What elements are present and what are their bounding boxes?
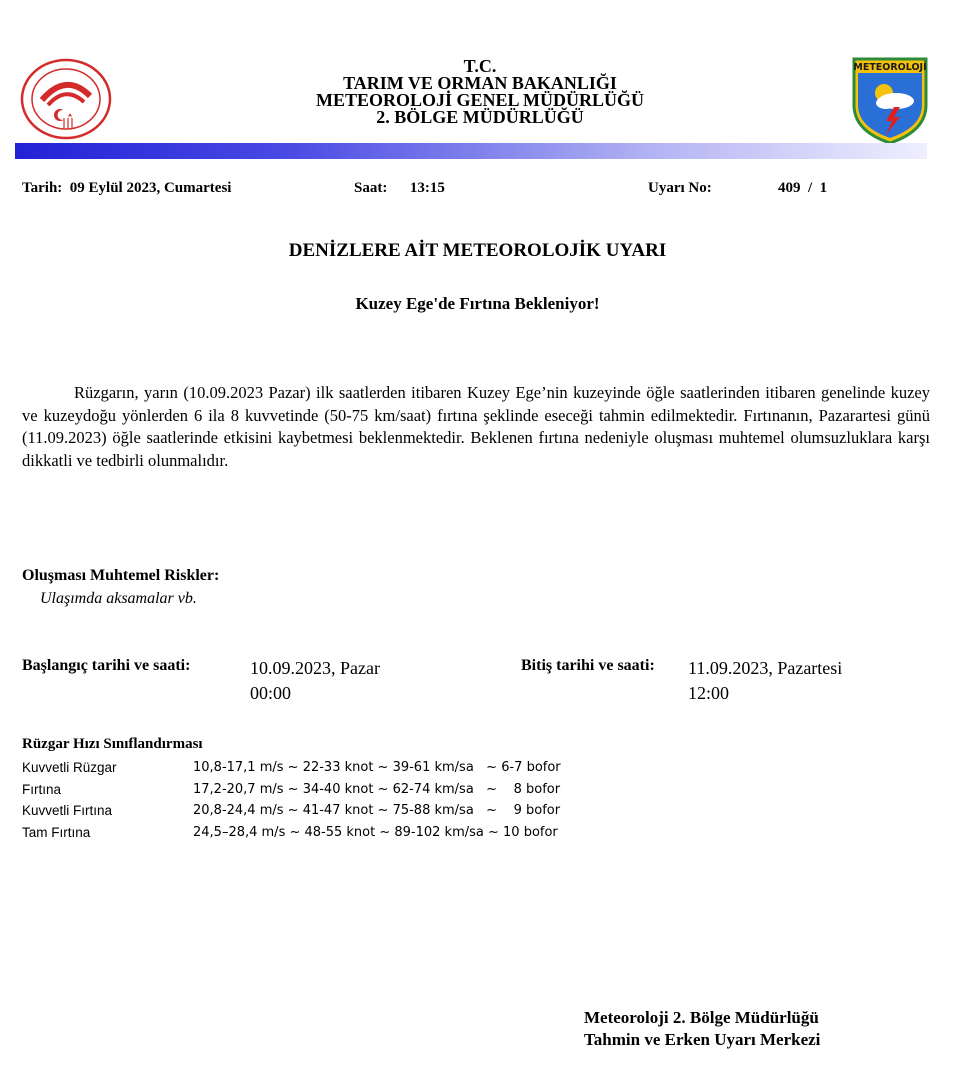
meteorology-shield-icon — [850, 55, 930, 145]
date-label: Tarih: — [22, 180, 63, 196]
end-label: Bitiş tarihi ve saati: — [521, 657, 655, 674]
wind-class-name: Kuvvetli Fırtına — [22, 803, 113, 819]
table-row — [22, 800, 561, 822]
end-value — [688, 656, 842, 706]
table-row — [22, 822, 561, 844]
wind-class-value: 10,8-17,1 m/s ~ 22-33 knot ~ 39-61 km/sa ~ 6-7 bofor — [193, 760, 561, 776]
start-date: 10.09.2023, Pazar — [250, 658, 380, 678]
ministry-seal-icon — [20, 58, 112, 140]
end-date: 11.09.2023, Pazartesi — [688, 658, 843, 678]
time-label: Saat: — [354, 180, 388, 196]
header-line-region: 2. BÖLGE MÜDÜRLÜĞÜ — [376, 107, 584, 127]
end-time: 12:00 — [688, 683, 730, 703]
header-divider-bar — [15, 143, 927, 159]
time-value: 13:15 — [409, 180, 445, 196]
wind-class-name: Kuvvetli Rüzgar — [22, 760, 117, 776]
wind-classification-table — [22, 757, 561, 843]
header-line-tc: T.C. — [463, 56, 497, 76]
document-header — [200, 58, 760, 126]
document-subtitle: Kuzey Ege'de Fırtına Bekleniyor! — [355, 294, 600, 313]
wind-class-value: 20,8-24,4 m/s ~ 41-47 knot ~ 75-88 km/sa ~ 9 bofor — [193, 803, 561, 819]
date-field — [22, 180, 231, 197]
footer-line-region: Meteoroloji 2. Bölge Müdürlüğü — [584, 1008, 819, 1027]
logo-text: METEOROLOJİ — [853, 62, 927, 73]
wind-class-value: 17,2-20,7 m/s ~ 34-40 knot ~ 62-74 km/sa ~ 8 bofor — [193, 781, 561, 797]
warning-paragraph: Rüzgarın, yarın (10.09.2023 Pazar) ilk saatlerden itibaren Kuzey Ege’nin kuzeyinde öğle saatlerinden itibaren genelinde kuzey ve kuzeydoğu yönlerden 6 ila 8 kuvvetinde (50-75 km/saat) fırtına şeklinde eseceği tahmin edilmektedir. Fırtınanın, Pazarartesi günü (11.09.2023) öğle saatlerinde etkisini kaybetmesi beklenmektedir. Beklenen fırtına nedeniyle oluşması muhtemel olumsuzluklara karşı dikkatli ve tedbirli olunmalıdır. — [22, 383, 930, 470]
footer-line-center: Tahmin ve Erken Uyarı Merkezi — [584, 1030, 821, 1049]
table-row — [22, 779, 561, 801]
start-value — [250, 656, 380, 706]
header-line-directorate: METEOROLOJİ GENEL MÜDÜRLÜĞÜ — [315, 90, 645, 110]
footer-signature — [584, 1007, 820, 1051]
wind-class-value: 24,5–28,4 m/s ~ 48-55 knot ~ 89-102 km/sa ~ 10 bofor — [193, 824, 558, 840]
date-value: 09 Eylül 2023, Cumartesi — [69, 180, 232, 196]
warning-number-label: Uyarı No: — [648, 180, 712, 196]
start-time: 00:00 — [250, 683, 292, 703]
wind-class-name: Tam Fırtına — [22, 824, 91, 840]
table-row — [22, 757, 561, 779]
document-title: DENİZLERE AİT METEOROLOJİK UYARI — [288, 240, 667, 261]
risks-label: Oluşması Muhtemel Riskler: — [22, 567, 220, 584]
risks-value: Ulaşımda aksamalar vb. — [40, 590, 197, 607]
start-label: Başlangıç tarihi ve saati: — [22, 657, 191, 674]
time-field — [354, 180, 445, 197]
header-line-ministry: TARIM VE ORMAN BAKANLIĞI — [343, 73, 617, 93]
wind-class-name: Fırtına — [22, 781, 62, 797]
wind-classification-title: Rüzgar Hızı Sınıflandırması — [22, 736, 203, 752]
warning-number-value: 409 / 1 — [778, 180, 828, 196]
